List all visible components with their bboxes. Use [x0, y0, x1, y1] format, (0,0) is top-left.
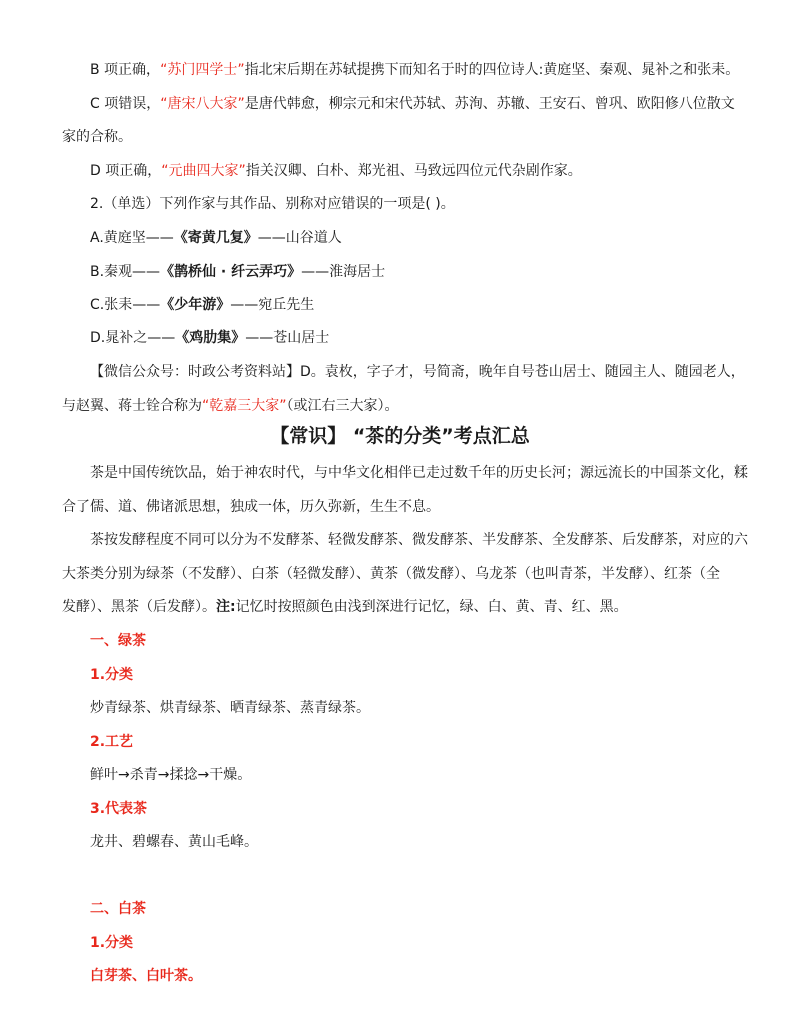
option-work: 《少年游》	[160, 297, 231, 313]
answer-text: 与赵翼、蒋士铨合称为	[62, 398, 202, 414]
green-tea-heading: 一、绿茶	[90, 633, 146, 649]
option-work: 《鸡肋集》	[175, 330, 246, 346]
item-text: 是唐代韩愈，柳宗元和宋代苏轼、苏洵、苏辙、王安石、曾巩、欧阳修八位散文	[244, 96, 735, 112]
green-tea-text-1: 炒青绿茶、烘青绿茶、晒青绿茶、蒸青绿茶。	[90, 700, 370, 716]
explanation-c-cont	[62, 127, 712, 147]
intro-line-2: 合了儒、道、佛诸派思想，独成一体，历久弥新，生生不息。	[62, 499, 440, 515]
green-tea-text-3: 龙井、碧螺春、黄山毛峰。	[90, 834, 258, 850]
option-d	[90, 328, 740, 348]
green-tea-subheading-3: 3.代表茶	[90, 801, 148, 817]
item-text: 指关汉卿、白朴、郑光祖、马致远四位元代杂剧作家。	[245, 163, 582, 179]
answer-line-2	[62, 396, 712, 416]
answer-line-1: 【微信公众号：时政公考资料站】D。袁枚，字子才，号简斋，晚年自号苍山居士、随园主人、随园老人，	[90, 364, 745, 380]
white-tea-subheading-1: 1.分类	[90, 935, 134, 951]
note-label: 注:	[216, 599, 236, 615]
option-alias: ——宛丘先生	[230, 297, 315, 313]
option-author: D.晁补之——	[90, 330, 176, 346]
answer-text: （或江右三大家）。	[286, 398, 399, 414]
question-stem: 2.（单选）下列作家与其作品、别称对应错误的一项是( )。	[90, 196, 455, 212]
ferment-line-2: 大茶类分别为绿茶（不发酵）、白茶（轻微发酵）、黄茶（微发酵）、乌龙茶（也叫青茶，半发酵）、红茶（全	[62, 566, 720, 582]
intro-line-1: 茶是中国传统饮品，始于神农时代，与中华文化相伴已走过数千年的历史长河；源远流长的中国茶文化，糅	[90, 465, 748, 481]
option-b	[90, 262, 740, 282]
item-label: B 项正确，	[90, 62, 161, 78]
green-tea-text-2: 鲜叶→杀青→揉捻→干燥。	[90, 767, 252, 783]
option-alias: ——苍山居士	[245, 330, 330, 346]
explanation-c	[90, 94, 740, 114]
option-alias: ——山谷道人	[257, 230, 342, 246]
explanation-d	[90, 161, 740, 181]
option-a	[90, 228, 740, 248]
option-author: A.黄庭坚——	[90, 230, 174, 246]
option-work: 《寄黄几复》	[173, 230, 258, 246]
item-text: 家的合称。	[62, 129, 132, 145]
ferment-text: 记忆时按照颜色由浅到深进行记忆，绿、白、黄、青、红、黑。	[235, 599, 628, 615]
white-tea-text-1: 白芽茶、白叶茶。	[90, 968, 202, 984]
option-alias: ——淮海居士	[301, 264, 386, 280]
term-highlight: “唐宋八大家”	[160, 96, 245, 112]
ferment-line-3	[62, 597, 712, 617]
term-highlight: “苏门四学士”	[160, 62, 245, 78]
item-label: C 项错误，	[90, 96, 161, 112]
option-c	[90, 295, 740, 315]
section-title: 【常识】 “茶的分类”考点汇总	[270, 425, 530, 447]
term-highlight: “元曲四大家”	[161, 163, 246, 179]
item-label: D 项正确，	[90, 163, 162, 179]
ferment-line-1: 茶按发酵程度不同可以分为不发酵茶、轻微发酵茶、微发酵茶、半发酵茶、全发酵茶、后发酵茶，对应的六	[90, 532, 748, 548]
explanation-b	[90, 60, 740, 80]
option-author: C.张耒——	[90, 297, 161, 313]
green-tea-subheading-1: 1.分类	[90, 667, 134, 683]
option-work: 《鹊桥仙 · 纤云弄巧》	[160, 264, 302, 280]
green-tea-subheading-2: 2.工艺	[90, 734, 134, 750]
option-author: B.秦观——	[90, 264, 161, 280]
ferment-text: 发酵）、黑茶（后发酵）。	[62, 599, 216, 615]
term-highlight: “乾嘉三大家”	[202, 398, 287, 414]
item-text: 指北宋后期在苏轼提携下而知名于时的四位诗人:黄庭坚、秦观、晁补之和张耒。	[244, 62, 740, 78]
white-tea-heading: 二、白茶	[90, 901, 146, 917]
